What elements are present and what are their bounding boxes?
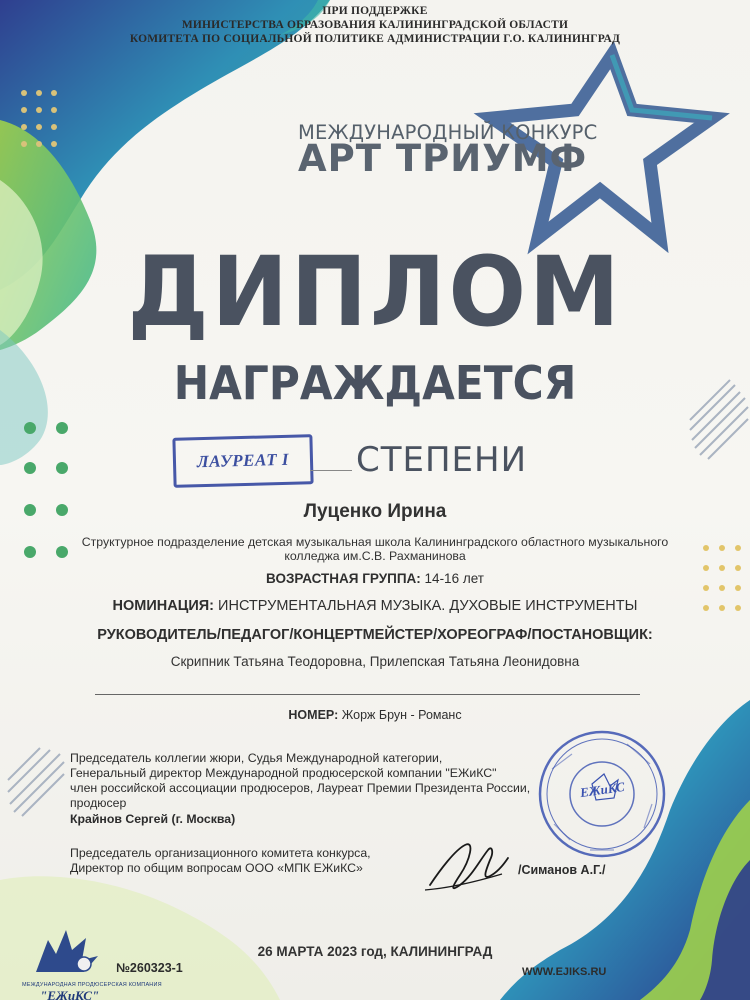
- age-group: [0, 571, 750, 586]
- org-chair-line-1: Председатель организационного комитета конкурса,: [70, 846, 371, 860]
- number-label: НОМЕР:: [288, 708, 339, 722]
- company-logo-icon: [26, 920, 106, 980]
- jury-chair-line-3: член российской ассоциации продюсеров, Лауреат Премии Президента России,: [70, 781, 531, 795]
- age-group-label: ВОЗРАСТНАЯ ГРУППА:: [266, 571, 421, 586]
- signature-name: /Симанов А.Г./: [518, 863, 606, 877]
- nomination-value: ИНСТРУМЕНТАЛЬНАЯ МУЗЫКА. ДУХОВЫЕ ИНСТРУМЕНТЫ: [218, 598, 638, 614]
- contest-name: АРТ ТРИУМФ: [298, 137, 588, 180]
- support-line-3: КОМИТЕТА ПО СОЦИАЛЬНОЙ ПОЛИТИКЕ АДМИНИСТРАЦИИ Г.О. КАЛИНИНГРАД: [129, 33, 621, 45]
- age-group-value: 14-16 лет: [424, 571, 484, 586]
- logo-label: МЕЖДУНАРОДНАЯ ПРОДЮСЕРСКАЯ КОМПАНИЯ: [22, 982, 162, 988]
- logo-brand: "ЕЖиКС": [40, 988, 100, 1000]
- support-line-2: МИНИСТЕРСТВА ОБРАЗОВАНИЯ КАЛИНИНГРАДСКОЙ ОБЛАСТИ: [181, 19, 569, 31]
- registration-number: №260323-1: [116, 961, 183, 975]
- nomination: [0, 598, 750, 614]
- jury-chair-line-4: продюсер: [70, 796, 127, 810]
- support-line-1: ПРИ ПОДДЕРЖКЕ: [322, 5, 428, 17]
- jury-chair-line-1: Председатель коллегии жюри, Судья Международной категории,: [70, 751, 443, 765]
- jury-chair-line-2: Генеральный директор Международной продюсерской компании "ЕЖиКС": [70, 766, 497, 780]
- institution-line-1: Структурное подразделение детская музыкальная школа Калининградского областного музыкального: [81, 535, 669, 549]
- issue-date: 26 МАРТА 2023 год, КАЛИНИНГРАД: [257, 944, 493, 959]
- number-value: Жорж Брун - Романс: [341, 708, 462, 722]
- handwritten-signature: [420, 830, 510, 900]
- performance-number: [0, 708, 750, 722]
- awarded-heading: НАГРАЖДАЕТСЯ: [173, 356, 577, 410]
- hatch-pattern-bottom-left: [8, 748, 64, 816]
- supervisor-value: Скрипник Татьяна Теодоровна, Прилепская Татьяна Леонидовна: [170, 654, 580, 669]
- contest-subtitle: МЕЖДУНАРОДНЫЙ КОНКУРС: [298, 121, 598, 144]
- recipient-name: Луценко Ирина: [303, 501, 447, 522]
- website: WWW.EJIKS.RU: [522, 966, 607, 978]
- jury-chair-name: Крайнов Сергей (г. Москва): [70, 812, 236, 826]
- seal-brand: ЕЖиКС: [579, 778, 626, 801]
- laureate-stamp-text: ЛАУРЕАТ I: [196, 449, 290, 472]
- diploma-title: ДИПЛОМ: [127, 236, 623, 348]
- degree-label: СТЕПЕНИ: [356, 440, 528, 480]
- laureate-stamp: [172, 434, 313, 488]
- institution-line-2: колледжа им.С.В. Рахманинова: [284, 549, 466, 563]
- divider: [95, 694, 640, 695]
- supervisor-label: РУКОВОДИТЕЛЬ/ПЕДАГОГ/КОНЦЕРТМЕЙСТЕР/ХОРЕОГРАФ/ПОСТАНОВЩИК:: [97, 627, 653, 643]
- nomination-label: НОМИНАЦИЯ:: [112, 598, 215, 614]
- org-chair-line-2: Директор по общим вопросам ООО «МПК ЕЖиКС»: [70, 861, 363, 875]
- stamp-underline: [310, 470, 352, 471]
